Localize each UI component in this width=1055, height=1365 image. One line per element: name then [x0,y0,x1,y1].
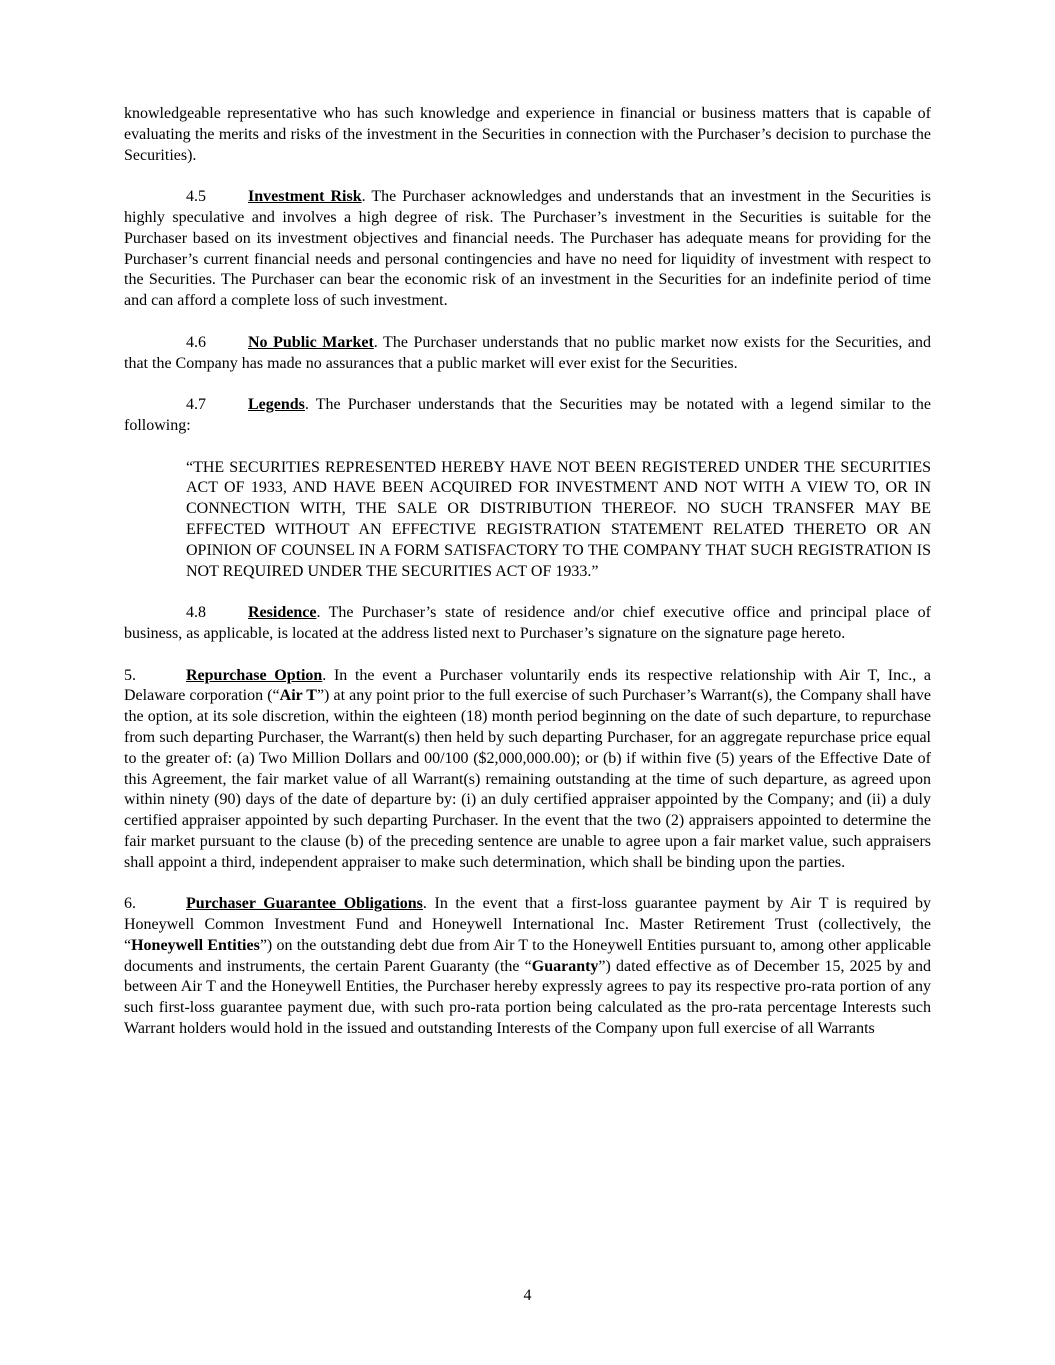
paragraph [124,894,931,1040]
paragraph [124,458,931,583]
text-segment: . The Purchaser understands that the Securities may be notated with a legend similar to the following: [124,396,931,434]
paragraph [124,187,931,312]
section-heading: No Public Market [248,333,374,351]
section-number: 6. [124,895,136,913]
section-heading: Legends [248,396,305,414]
section-number: 4.5 [186,188,206,206]
text-segment: ”) on the outstanding debt due from Air T to the Honeywell Entities pursuant to, among other applicable documents and instruments, the certain Parent Guaranty (the “ [124,936,932,975]
section-heading: Repurchase Option [186,666,323,684]
section-number: 4.6 [186,333,206,351]
section-number: 4.8 [186,604,206,622]
text-segment: . The Purchaser acknowledges and understands that an investment in the Securities is highly speculative and involves a high degree of risk. The Purchaser’s investment in the Securities is suitable for the Purchaser based on its investment objectives and financial needs. The Purchaser has adequate means for providing for the Purchaser’s current financial needs and personal contingencies and have no need for liquidity of investment with respect to the Securities. The Purchaser can bear the economic risk of an investment in the Securities for an indefinite period of time and can afford a complete loss of such investment. [124,188,931,310]
paragraph [124,603,931,645]
text-segment: ”) at any point prior to the full exercise of such Purchaser’s Warrant(s), the Company shall have the option, at its sole discretion, within the eighteen (18) month period beginning on the date of such departure, to repurchase from such departing Purchaser, the Warrant(s) then held by such departing Purchaser, for an aggregate repurchase price equal to the greater of: (a) Two Million Dollars and 00/100 ($2,000,000.00); or (b) if within five (5) years of the Effective Date of this Agreement, the fair market value of all Warrant(s) remaining outstanding at the time of such departure, as agreed upon within ninety (90) days of the date of departure by: (i) an duly certified appraiser appointed by the Company; and (ii) a duly certified appraiser appointed by such departing Purchaser. In the event that the two (2) appraisers appointed to determine the fair market pursuant to the clause (b) of the preceding sentence are unable to agree upon a fair market value, such appraisers shall appoint a third, independent appraiser to make such determination, which shall be binding upon the parties. [124,687,932,871]
text-segment: Guaranty [531,957,599,975]
section-number: 4.7 [186,396,206,414]
text-segment: ”) dated effective as of December 15, 2025 by and between Air T and the Honeywell Entities, the Purchaser hereby expressly agrees to pay its respective pro-rata portion of any such first-loss guarantee payment due, with such pro-rata portion being calculated as the pro-rata percentage Interests such Warrant holders would hold in the issued and outstanding Interests of the Company upon full exercise of all Warrants [124,957,932,1038]
text-segment: . The Purchaser’s state of residence and/or chief executive office and principal place of business, as applicable, is located at the address listed next to Purchaser’s signature on the signature page hereto. [124,604,931,642]
text-segment: Air T [279,687,317,705]
section-heading: Investment Risk [248,188,362,206]
text-segment: . In the event a Purchaser voluntarily ends its respective relationship with Air T, Inc., a Delaware corporation (“ [124,666,931,705]
section-heading: Purchaser Guarantee Obligations [186,895,423,913]
paragraph [124,333,931,375]
text-segment: “THE SECURITIES REPRESENTED HEREBY HAVE NOT BEEN REGISTERED UNDER THE SECURITIES ACT OF 1933, AND HAVE BEEN ACQUIRED FOR INVESTMENT AND NOT WITH A VIEW TO, OR IN CONNECTION WITH, THE SALE OR DISTRIBUTION THEREOF. NO SUCH TRANSFER MAY BE EFFECTED WITHOUT AN EFFECTIVE REGISTRATION STATEMENT RELATED THERETO OR AN OPINION OF COUNSEL IN A FORM SATISFACTORY TO THE COMPANY THAT SUCH REGISTRATION IS NOT REQUIRED UNDER THE SECURITIES ACT OF 1933.” [186,458,931,580]
section-heading: Residence [248,604,317,622]
text-segment: Honeywell Entities [131,936,260,954]
page-number: 4 [523,1287,532,1305]
text-segment: . In the event that a first-loss guarantee payment by Air T is required by Honeywell Common Investment Fund and Honeywell International Inc. Master Retirement Trust (collectively, the “ [124,895,931,954]
paragraph [124,395,931,437]
paragraph [124,666,931,874]
text-segment: knowledgeable representative who has such knowledge and experience in financial or business matters that is capable of evaluating the merits and risks of the investment in the Securities in connection with the Purchaser’s decision to purchase the Securities). [124,105,931,164]
document-body [124,104,931,1040]
text-segment: . The Purchaser understands that no public market now exists for the Securities, and that the Company has made no assurances that a public market will ever exist for the Securities. [124,333,931,372]
section-number: 5. [124,666,136,684]
paragraph [124,104,931,166]
